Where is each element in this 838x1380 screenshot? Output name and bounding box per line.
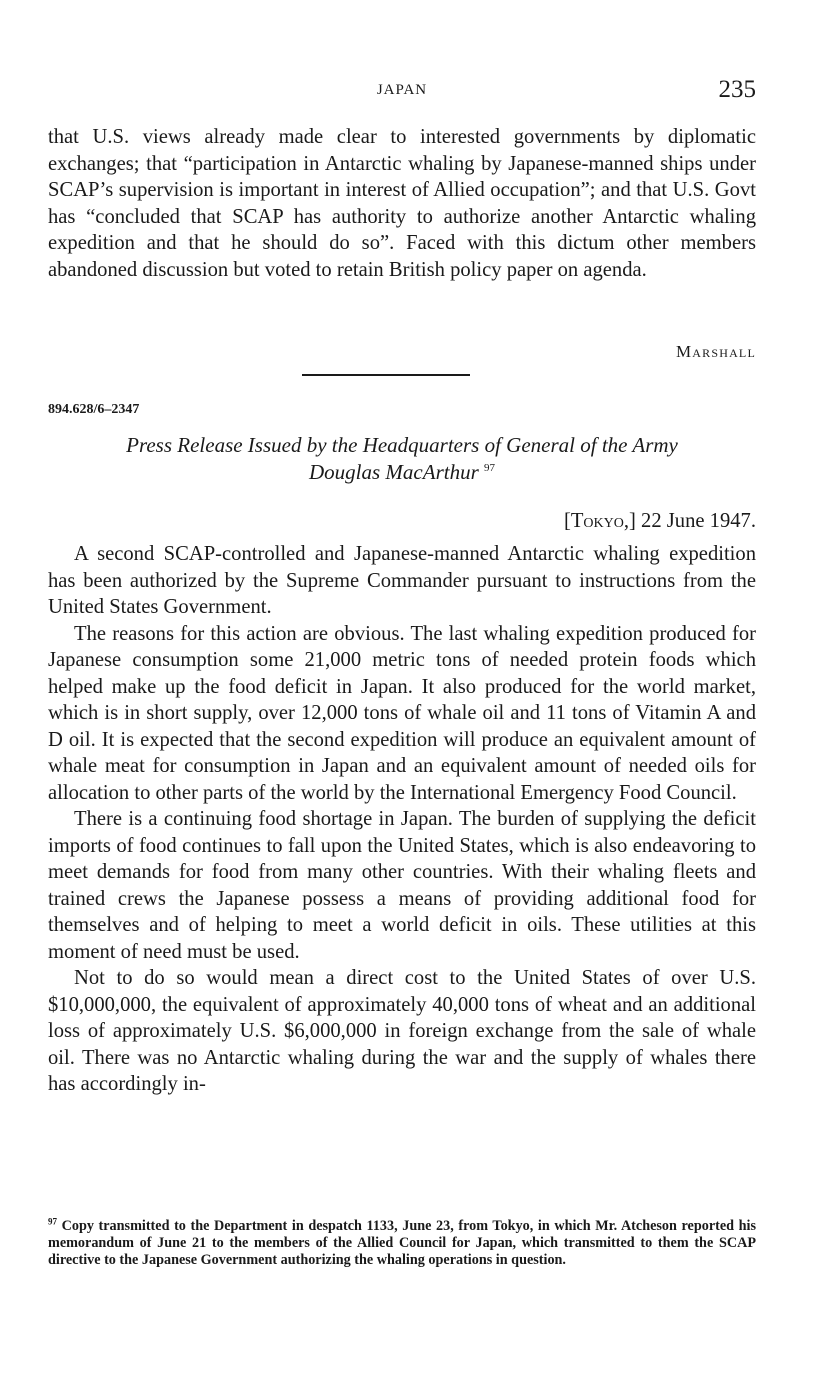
continuation-paragraph: that U.S. views already made clear to interested governments by diplomatic exchanges; that “participation in Antarctic whaling by Japanese-manned ships under SCAP’s supervision is important in interest of Allied occupation”; and that U.S. Govt has “concluded that SCAP has authority to authorize another Antarctic whaling expedition and that he should do so”. Faced with this dictum other members abandoned discussion but voted to retain British policy paper on agenda. [48,126,756,281]
footnote-text: Copy transmitted to the Department in despatch 1133, June 23, from Tokyo, in which Mr. Atcheson reported his memorandum of June 21 to the members of the Allied Council for Japan, which transmitted to them the SCAP directive to the Japanese Government authorizing the whaling operations in question. [48,1218,756,1268]
dateline-date: 22 June 1947. [641,510,756,532]
footnote-marker: 97 [48,1216,57,1227]
running-head [48,78,756,108]
signature: Marshall [675,342,756,361]
dateline [564,510,756,533]
page-number: 235 [718,76,756,103]
footnote [48,1218,756,1268]
body-paragraph-1: A second SCAP-controlled and Japanese-manned Antarctic whaling expedition has been authorized by the Supreme Commander pursuant to instructions from the United States Government. [48,543,756,618]
body-paragraph-2: The reasons for this action are obvious. The last whaling expedition produced for Japanese consumption some 21,000 metric tons of needed protein foods which helped make up the food deficit in Japan. It also produced for the world market, which is in short supply, over 12,000 tons of whale oil and 11 tons of Vitamin A and D oil. It is expected that the second expedition will produce an equivalent amount of whale meat for consumption in Japan and an equivalent amount of needed oils for allocation to other parts of the world by the International Emergency Food Council. [48,622,756,804]
document-title-line1: Press Release Issued by the Headquarters of General of the Army [126,433,678,457]
document-title-line2: Douglas MacArthur [309,460,479,484]
body-paragraph-4: Not to do so would mean a direct cost to the United States of over U.S. $10,000,000, the equivalent of approximately 40,000 tons of wheat and an additional loss of approximately U.S. $6,000,000 in foreign exchange from the sale of whale oil. There was no Antarctic whaling during the war and the supply of whales there has accordingly in- [48,967,756,1095]
footnote-reference: 97 [484,462,495,474]
file-number: 894.628/6–2347 [48,402,140,417]
document-title [48,432,756,486]
press-release-body [48,541,756,1098]
continuation-text [48,124,756,283]
section-divider [302,374,470,376]
running-title: JAPAN [376,82,428,98]
body-paragraph-3: There is a continuing food shortage in Japan. The burden of supplying the deficit imports of food continues to fall upon the United States, which is also endeavoring to meet demands for food from many other countries. With their whaling fleets and trained crews the Japanese possess a means of providing additional food for themselves and of helping to meet a world deficit in oils. These utilities at this moment of need must be used. [48,808,756,963]
dateline-place: [Tokyo,] [563,510,636,532]
